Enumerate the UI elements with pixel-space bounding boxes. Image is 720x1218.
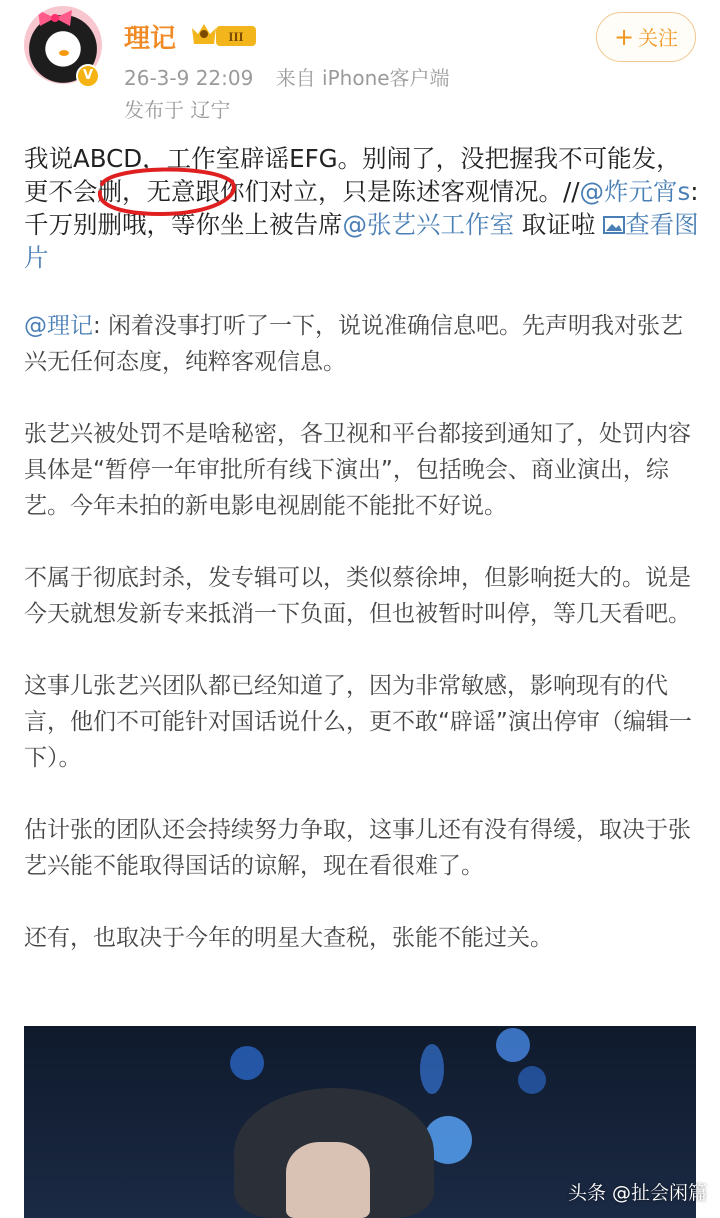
vip-level-badge <box>188 20 262 50</box>
repost-paragraph: 还有，也取决于今年的明星大查税，张能不能过关。 <box>24 925 553 951</box>
bow-icon <box>34 8 76 28</box>
post-source: 来自 iPhone客户端 <box>275 66 450 90</box>
avatar-beak <box>59 50 69 56</box>
post-time: 26-3-9 22:09 <box>124 66 254 90</box>
repost-paragraph: 不属于彻底封杀，发专辑可以，类似蔡徐坤，但影响挺大的。说是今天就想发新专来抵消一下负面，但也被暂时叫停，等几天看吧。 <box>24 565 691 627</box>
avatar-face <box>50 36 76 62</box>
post-location: 发布于 辽宁 <box>124 98 231 122</box>
username[interactable]: 理记 <box>124 24 177 54</box>
post-text-part2: :千万别删哦，等你坐上被告席 <box>24 177 699 239</box>
person-hand <box>286 1142 370 1218</box>
verified-badge-icon: V <box>76 64 100 88</box>
repost-content <box>24 308 700 992</box>
follow-button[interactable] <box>596 12 696 62</box>
bokeh-light <box>420 1044 444 1094</box>
annotation-circle <box>92 162 244 220</box>
level-badge-text: III <box>228 29 244 44</box>
watermark: 头条 @扯会闲篇 <box>568 1182 708 1204</box>
repost-paragraph: 张艺兴被处罚不是啥秘密，各卫视和平台都接到通知了，处罚内容具体是“暂停一年审批所有线下演出”，包括晚会、商业演出，综艺。今年未拍的新电影电视剧能不能批不好说。 <box>24 421 691 519</box>
repost-paragraph: 这事儿张艺兴团队都已经知道了，因为非常敏感，影响现有的代言，他们不可能针对国话说什么，更不敢“辟谣”演出停审（编辑一下）。 <box>24 673 692 771</box>
image-icon <box>603 215 625 235</box>
post-text-part3: 取证啦 <box>514 210 604 239</box>
bokeh-light <box>230 1046 264 1080</box>
post-meta <box>124 62 450 91</box>
repost-text: : 闲着没事打听了一下，说说准确信息吧。先声明我对张艺兴无任何态度，纯粹客观信息。 <box>24 313 684 375</box>
plus-icon: + <box>613 23 635 51</box>
follow-label: 关注 <box>638 26 679 50</box>
post-text-part1: 我说ABCD，工作室辟谣EFG。别闹了，没把握我不可能发，更不会删，无意跟你们对立，只是陈述客观情况。// <box>24 144 681 206</box>
repost-mention[interactable]: @理记 <box>24 313 93 339</box>
repost-paragraph: 估计张的团队还会持续努力争取，这事儿还有没有得缓，取决于张艺兴能不能取得国话的谅解，现在看很难了。 <box>24 817 691 879</box>
bokeh-light <box>496 1028 530 1062</box>
repost-paragraph <box>24 308 700 380</box>
mention-link-studio[interactable]: @张艺兴工作室 <box>342 210 514 239</box>
view-image-label: 查看图片 <box>24 210 699 272</box>
mention-link[interactable]: @炸元宵s <box>579 177 691 206</box>
bokeh-light <box>518 1066 546 1094</box>
